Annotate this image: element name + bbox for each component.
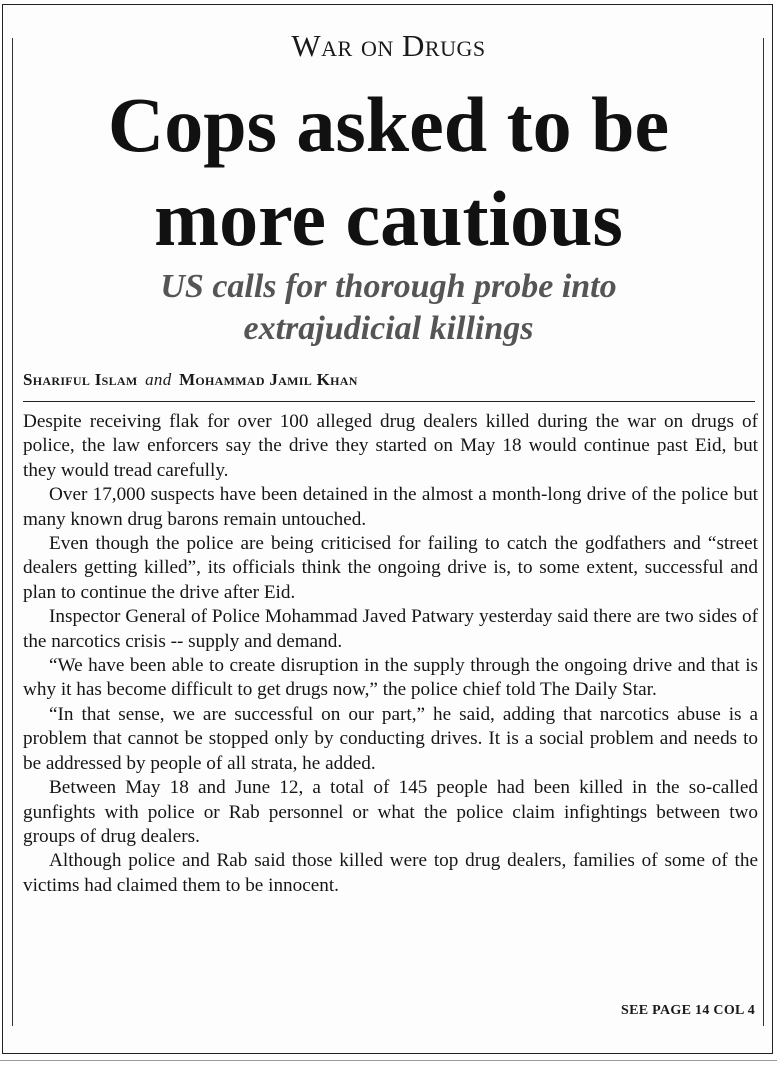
subheadline-line-1: US calls for thorough probe into [160,268,617,305]
section-kicker: War on Drugs [291,28,486,63]
left-column-rule [12,38,13,1026]
byline [23,370,358,390]
subheadline-line-2: extrajudicial killings [243,310,534,347]
byline-divider [23,401,755,402]
headline-line-2: more cautious [154,175,623,262]
subheadline [20,266,757,350]
body-paragraph-7: Between May 18 and June 12, a total of 145 people had been killed in the so-called gunfights with police or Rab personnel or what the police claim infightings between two groups of drug dealers. [23,777,758,847]
headline [20,78,757,266]
right-column-rule [763,38,764,1026]
headline-line-1: Cops asked to be [107,81,670,168]
body-paragraph-6: “In that sense, we are successful on our part,” he said, adding that narcotics abuse is a problem that cannot be stopped only by conducting drives. It is a social problem and needs to be addressed by people of all strata, he added. [23,703,758,774]
byline-author-1: Shariful Islam [23,370,138,389]
body-paragraph-2: Over 17,000 suspects have been detained in the almost a month-long drive of the police but many known drug barons remain untouched. [23,484,758,530]
byline-conjunction: and [145,370,172,389]
body-paragraph-4: Inspector General of Police Mohammad Javed Patwary yesterday said there are two sides of the narcotics crisis -- supply and demand. [23,606,758,652]
bottom-divider [0,1060,777,1061]
continued-on-page-jump: SEE PAGE 14 COL 4 [621,1003,755,1018]
body-paragraph-5: “We have been able to create disruption in the supply through the ongoing drive and that is why it has become difficult to get drugs now,” the police chief told The Daily Star. [23,655,758,701]
body-paragraph-3: Even though the police are being criticised for failing to catch the godfathers and “street dealers getting killed”, its officials think the ongoing drive is, to some extent, successful and plan to continue the drive after Eid. [23,533,758,603]
article-body [23,410,758,898]
body-paragraph-8: Although police and Rab said those killed were top drug dealers, families of some of the victims had claimed them to be innocent. [23,850,758,896]
byline-author-2: Mohammad Jamil Khan [179,370,358,389]
body-paragraph-1: Despite receiving flak for over 100 alleged drug dealers killed during the war on drugs of police, the law enforcers say the drive they started on May 18 would continue past Eid, but they would tread carefully. [23,411,758,481]
